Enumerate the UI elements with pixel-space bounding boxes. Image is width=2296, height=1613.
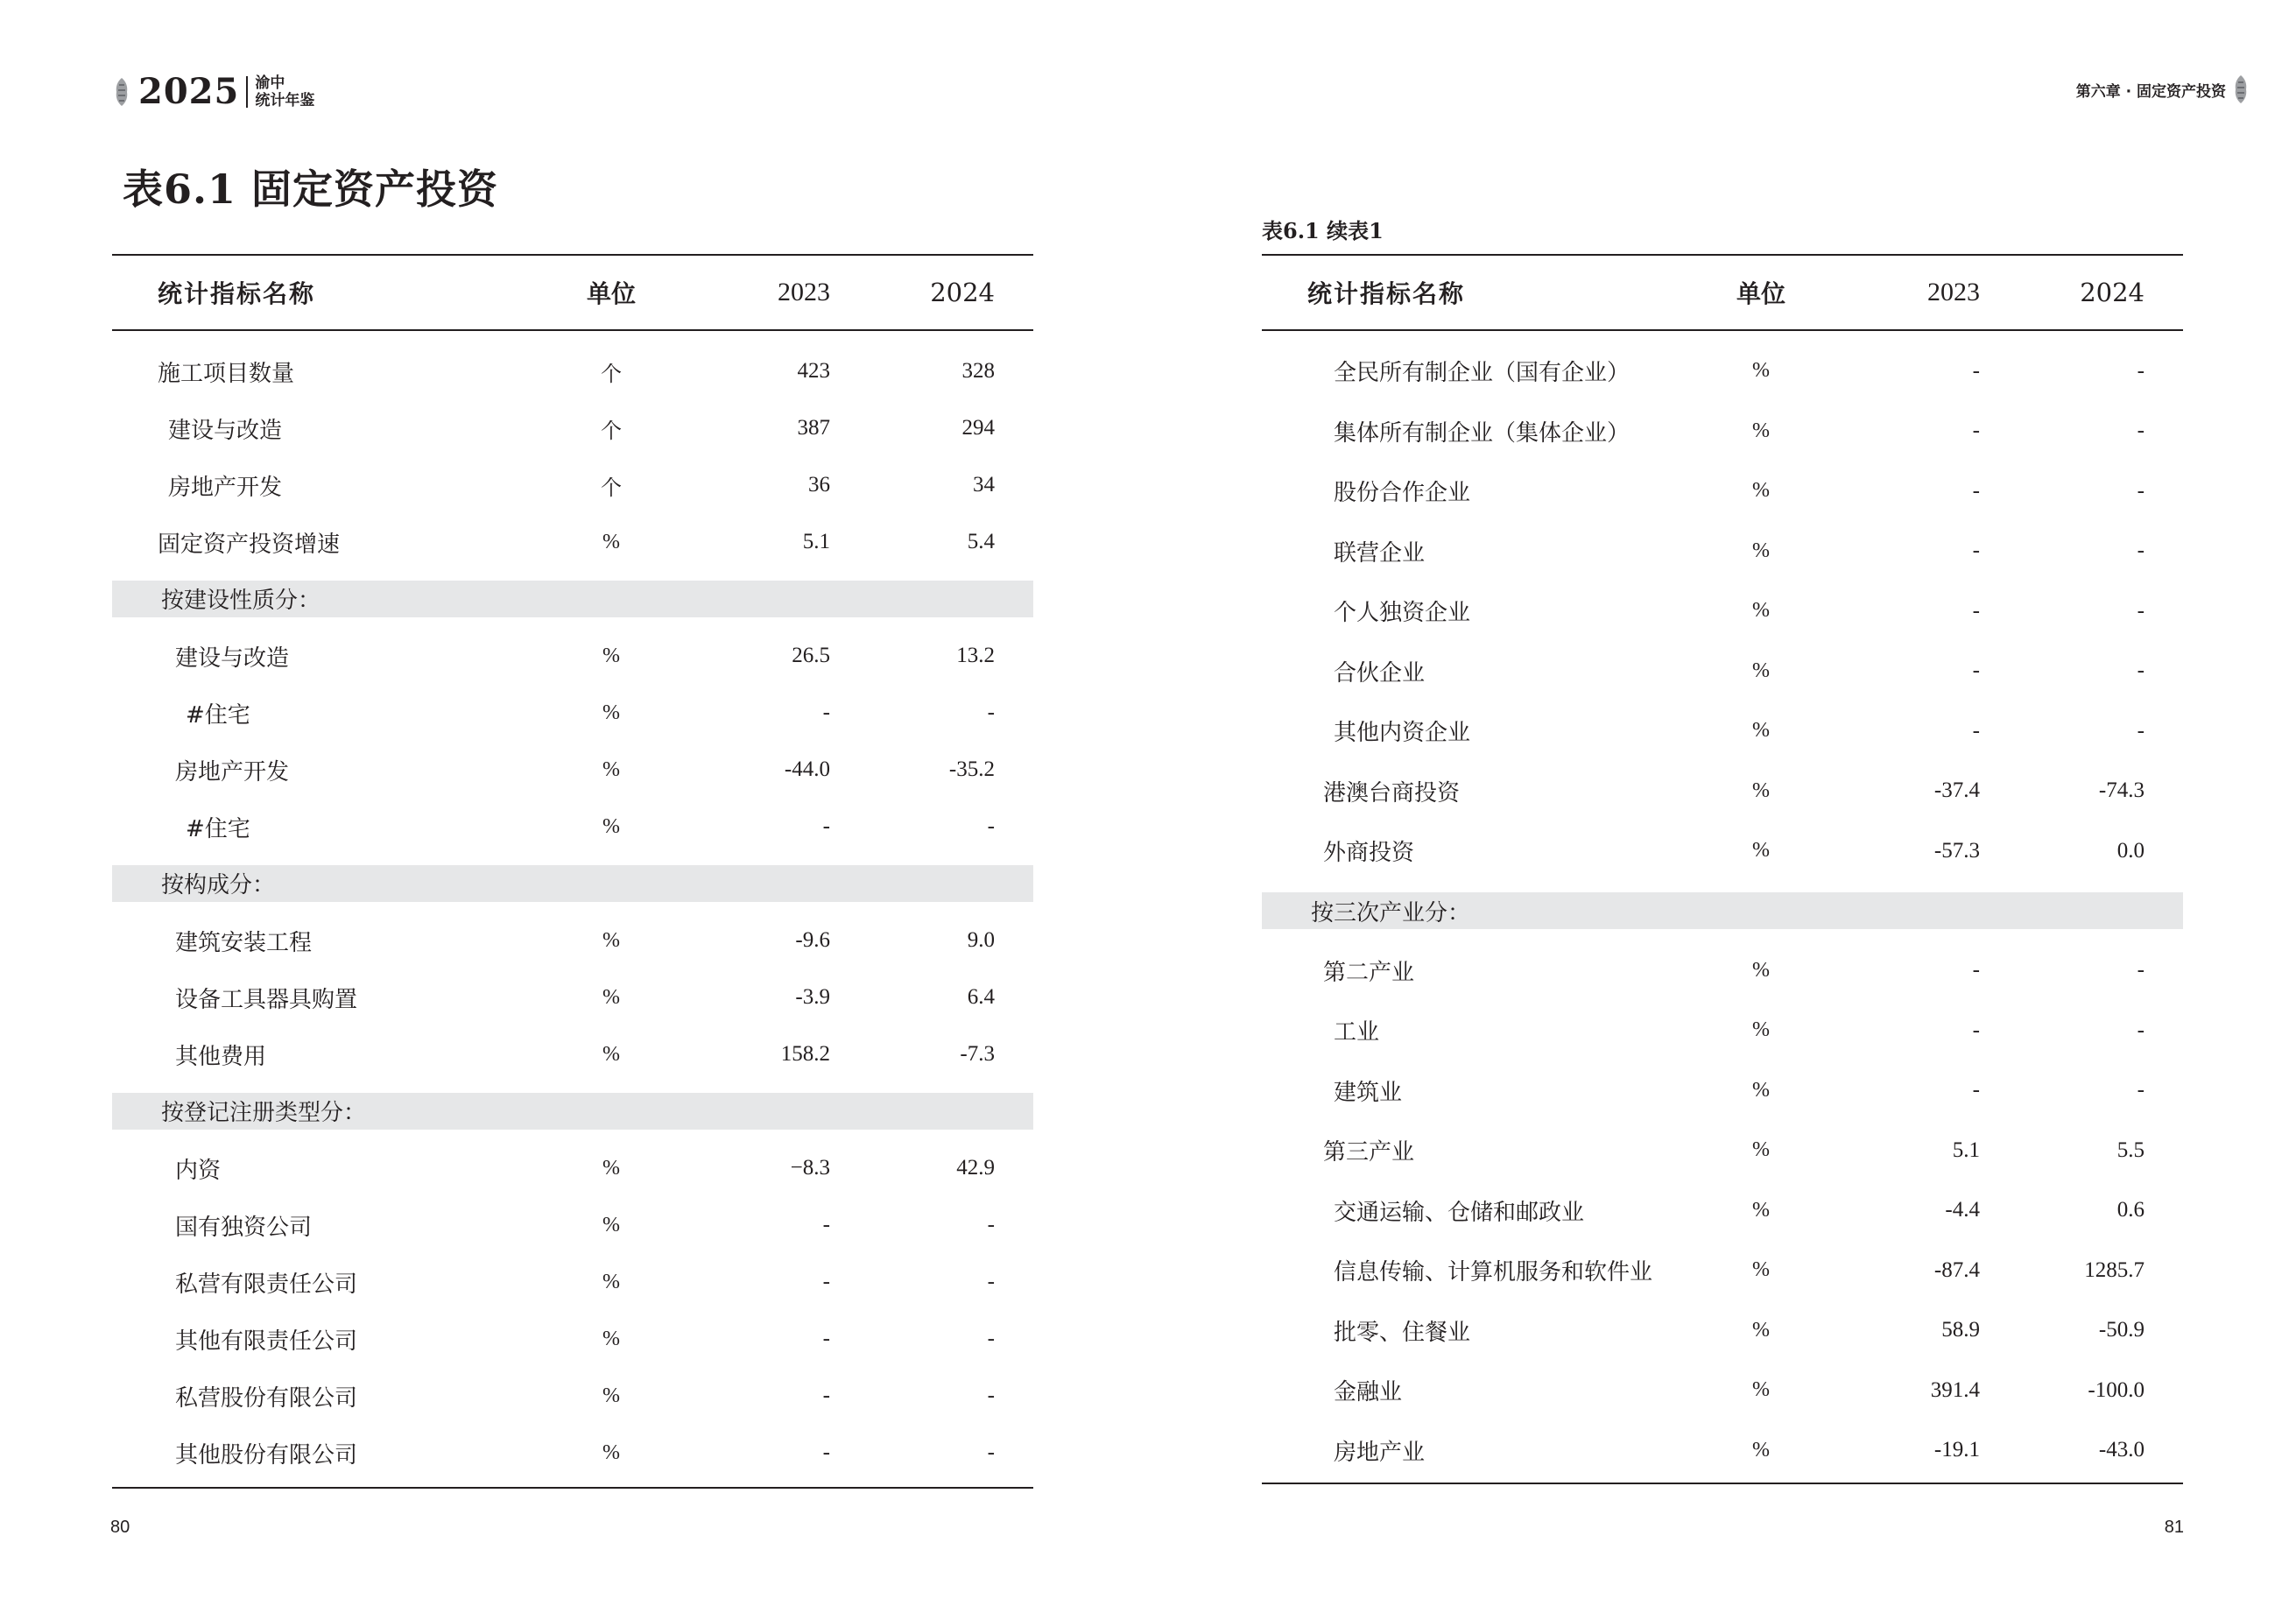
row-value-2023: - [1972,478,1980,503]
table-row [112,685,1033,742]
row-unit: % [1752,539,1770,562]
row-label: 批零、住餐业 [1334,1319,1471,1346]
row-unit: % [1752,419,1770,442]
row-value-2023: - [1972,958,1980,983]
section-row [112,581,1033,617]
row-label: 信息传输、计算机服务和软件业 [1334,1259,1653,1286]
row-value-2024: 294 [961,416,995,440]
row-value-2023: - [822,1270,830,1293]
row-value-2023: -19.1 [1933,1438,1980,1462]
row-label: 私营股份有限公司 [175,1384,358,1412]
brand-year: 2025 [138,71,240,112]
row-unit: % [602,1384,620,1407]
col-header-2024: 2024 [930,278,995,307]
row-label: 合伙企业 [1334,659,1426,687]
table-row [112,1425,1033,1482]
row-unit: % [1752,839,1770,863]
row-unit: % [1752,659,1770,682]
row-value-2024: 328 [961,359,995,383]
row-value-2024: 1285.7 [2084,1257,2145,1282]
table-header [112,256,1033,329]
table-row [112,1311,1033,1368]
row-value-2024: - [987,1327,995,1350]
brand-name-line2: 统计年鉴 [255,92,315,109]
section-label: 按构成分： [161,872,276,898]
row-unit: % [1752,1438,1770,1462]
row-value-2024: -7.3 [960,1042,995,1066]
page-number: 80 [110,1518,130,1537]
row-unit: % [602,1213,620,1236]
row-value-2024: - [2137,358,2145,383]
row-label: 金融业 [1334,1379,1403,1406]
brand-name [255,74,314,109]
row-value-2023: -4.4 [1945,1198,1980,1222]
table-row [1262,1300,2183,1361]
col-header-2023: 2023 [1927,278,1980,306]
row-value-2023: 391.4 [1930,1377,1980,1402]
table-row [1262,940,2183,1001]
col-header-name: 统计指标名称 [158,279,316,308]
row-unit: 个 [601,476,622,500]
table-row [112,628,1033,685]
table-row [112,742,1033,799]
table-row [112,969,1033,1026]
row-label: 其他有限责任公司 [175,1328,358,1355]
row-value-2024: - [2137,598,2145,623]
row-value-2023: -9.6 [795,928,830,952]
row-label: 建筑安装工程 [175,929,313,956]
row-unit: % [1752,1378,1770,1402]
row-label: 第二产业 [1323,959,1415,986]
table-row [112,1197,1033,1254]
row-value-2023: - [1972,419,1980,443]
row-unit: 个 [601,363,622,386]
yearbook-brand [112,70,314,114]
row-label: 建设与改造 [168,417,283,444]
chapter-title: 第六章 · 固定资产投资 [2075,82,2226,101]
row-unit: % [602,1156,620,1180]
row-unit: % [1752,1018,1770,1042]
table-title: 表6.1 固定资产投资 [123,166,499,213]
table-row [1262,1060,2183,1121]
row-unit: % [1752,1138,1770,1162]
col-header-unit: 单位 [1736,279,1785,308]
table-row [112,912,1033,969]
row-unit: % [1752,479,1770,503]
row-value-2024: -43.0 [2098,1438,2145,1462]
row-label: 固定资产投资增速 [158,531,341,558]
row-unit: % [602,1440,620,1464]
row-label: 全民所有制企业（国有企业） [1334,360,1630,387]
table-row [112,799,1033,856]
table-row [112,1140,1033,1197]
table-row [1262,641,2183,701]
row-unit: % [602,530,620,553]
row-label: 其他股份有限公司 [175,1441,358,1469]
building-ornament-icon [112,76,131,108]
row-label: 其他费用 [175,1043,267,1070]
row-value-2024: 42.9 [956,1156,995,1180]
row-value-2023: 26.5 [792,644,830,667]
row-value-2024: - [2137,419,2145,443]
row-label: #住宅 [186,701,250,729]
section-label: 按建设性质分： [161,588,321,614]
row-value-2023: 423 [797,359,830,383]
table-body [1262,331,2183,1483]
row-value-2024: 0.6 [2116,1198,2145,1222]
row-label: 设备工具器具购置 [175,986,358,1013]
row-unit: % [602,701,620,724]
row-value-2024: - [987,1440,995,1464]
table-row [1262,581,2183,642]
row-value-2023: −8.3 [790,1156,830,1180]
table-row [1262,821,2183,882]
row-value-2024: -35.2 [948,757,995,781]
table-row [112,1254,1033,1311]
row-value-2024: - [2137,659,2145,683]
row-value-2024: - [987,1384,995,1407]
row-unit: % [1752,778,1770,802]
row-label: 集体所有制企业（集体企业） [1334,419,1630,447]
row-value-2024: - [987,814,995,838]
row-value-2023: -44.0 [784,757,830,781]
row-value-2024: -50.9 [2098,1318,2145,1342]
row-value-2024: 9.0 [967,928,995,952]
row-label: 工业 [1334,1019,1380,1046]
table-row [1262,521,2183,581]
row-value-2023: - [822,1213,830,1236]
row-label: 交通运输、仓储和邮政业 [1334,1199,1585,1226]
right-page [1148,0,2296,1613]
table-bottom-rule [112,1487,1033,1489]
row-value-2023: - [1972,358,1980,383]
row-label: 第三产业 [1323,1139,1415,1166]
section-label: 按登记注册类型分： [161,1100,367,1126]
table-row [1262,401,2183,461]
chapter-header [2076,72,2250,107]
row-unit: % [602,814,620,838]
row-label: 内资 [175,1157,222,1184]
table-header [1262,256,2183,329]
row-value-2023: - [1972,659,1980,683]
table-row [1262,701,2183,762]
row-value-2024: - [2137,1078,2145,1102]
row-value-2024: 5.5 [2116,1138,2145,1162]
row-unit: % [1752,958,1770,982]
row-value-2024: - [987,701,995,724]
section-label: 按三次产业分： [1311,899,1471,926]
row-unit: % [1752,1078,1770,1102]
row-label: 个人独资企业 [1334,600,1471,627]
row-value-2023: 58.9 [1941,1318,1980,1342]
row-label: 股份合作企业 [1334,480,1471,507]
right-data-table [1262,254,2183,1484]
table-row [1262,342,2183,402]
row-label: #住宅 [186,815,250,842]
row-label: 国有独资公司 [175,1214,313,1241]
row-unit: % [1752,599,1770,623]
row-value-2024: 34 [973,473,995,497]
row-unit: % [602,1327,620,1350]
row-value-2023: - [822,701,830,724]
row-value-2023: - [1972,539,1980,563]
row-unit: 个 [601,419,622,443]
col-header-2024: 2024 [2080,278,2145,307]
table-row [112,1026,1033,1083]
row-value-2023: -3.9 [795,985,830,1009]
row-unit: % [602,644,620,667]
row-unit: % [1752,1318,1770,1342]
row-value-2023: - [822,1384,830,1407]
row-unit: % [1752,1258,1770,1282]
table-row [112,457,1033,514]
row-value-2024: 0.0 [2116,838,2145,863]
table-row [1262,1001,2183,1061]
row-value-2023: -37.4 [1933,778,1980,803]
table-bottom-rule [1262,1483,2183,1484]
row-value-2023: - [822,814,830,838]
row-value-2024: - [2137,958,2145,983]
row-value-2024: -100.0 [2088,1377,2145,1402]
table-row [112,1368,1033,1425]
table-row [1262,1180,2183,1241]
row-unit: % [602,1042,620,1066]
section-row [112,1093,1033,1130]
row-value-2024: - [2137,718,2145,743]
page-number: 81 [2164,1518,2184,1537]
row-value-2024: - [987,1213,995,1236]
row-label: 联营企业 [1334,539,1426,567]
col-header-unit: 单位 [586,279,636,308]
table-row [112,400,1033,457]
col-header-2023: 2023 [778,278,830,306]
brand-divider [246,76,248,108]
row-label: 房地产业 [1334,1439,1426,1466]
section-row [1262,892,2183,929]
row-value-2024: -74.3 [2098,778,2145,803]
row-label: 港澳台商投资 [1323,779,1461,806]
col-header-name: 统计指标名称 [1307,279,1466,308]
table-row [1262,1361,2183,1421]
table-row [1262,1241,2183,1301]
row-value-2024: 13.2 [956,644,995,667]
left-data-table [112,254,1033,1489]
section-row [112,865,1033,902]
row-label: 私营有限责任公司 [175,1271,358,1298]
continued-table-title: 表6.1 续表1 [1262,218,1384,243]
row-label: 施工项目数量 [158,360,295,387]
table-row [112,343,1033,400]
table-row [1262,1121,2183,1181]
row-label: 建设与改造 [175,644,290,672]
row-value-2023: 5.1 [802,530,830,553]
row-label: 房地产开发 [168,474,283,501]
row-value-2023: - [1972,1018,1980,1042]
row-value-2023: - [822,1327,830,1350]
row-value-2024: - [2137,478,2145,503]
row-value-2024: 5.4 [967,530,995,553]
row-unit: % [1752,719,1770,743]
table-row [1262,1420,2183,1481]
row-label: 房地产开发 [175,758,290,785]
brand-name-line1: 渝中 [255,74,285,92]
row-value-2023: - [1972,1078,1980,1102]
row-value-2024: - [2137,1018,2145,1042]
row-unit: % [602,928,620,952]
table-row [1262,761,2183,821]
row-value-2023: 36 [808,473,830,497]
table-row [112,514,1033,571]
row-value-2024: - [987,1270,995,1293]
row-value-2023: 5.1 [1952,1138,1980,1162]
row-value-2023: - [1972,718,1980,743]
row-value-2023: - [822,1440,830,1464]
row-value-2023: - [1972,598,1980,623]
row-value-2023: 387 [797,416,830,440]
row-value-2024: 6.4 [967,985,995,1009]
row-value-2023: 158.2 [780,1042,830,1066]
row-unit: % [602,1270,620,1293]
row-value-2023: -87.4 [1933,1257,1980,1282]
row-unit: % [1752,1198,1770,1222]
row-value-2023: -57.3 [1933,838,1980,863]
building-ornament-icon [2231,74,2250,105]
table-body [112,331,1033,1487]
row-unit: % [602,985,620,1009]
row-label: 建筑业 [1334,1079,1403,1106]
row-label: 外商投资 [1323,840,1415,867]
row-label: 其他内资企业 [1334,720,1471,747]
row-unit: % [602,757,620,781]
table-row [1262,461,2183,522]
row-unit: % [1752,359,1770,383]
row-value-2024: - [2137,539,2145,563]
